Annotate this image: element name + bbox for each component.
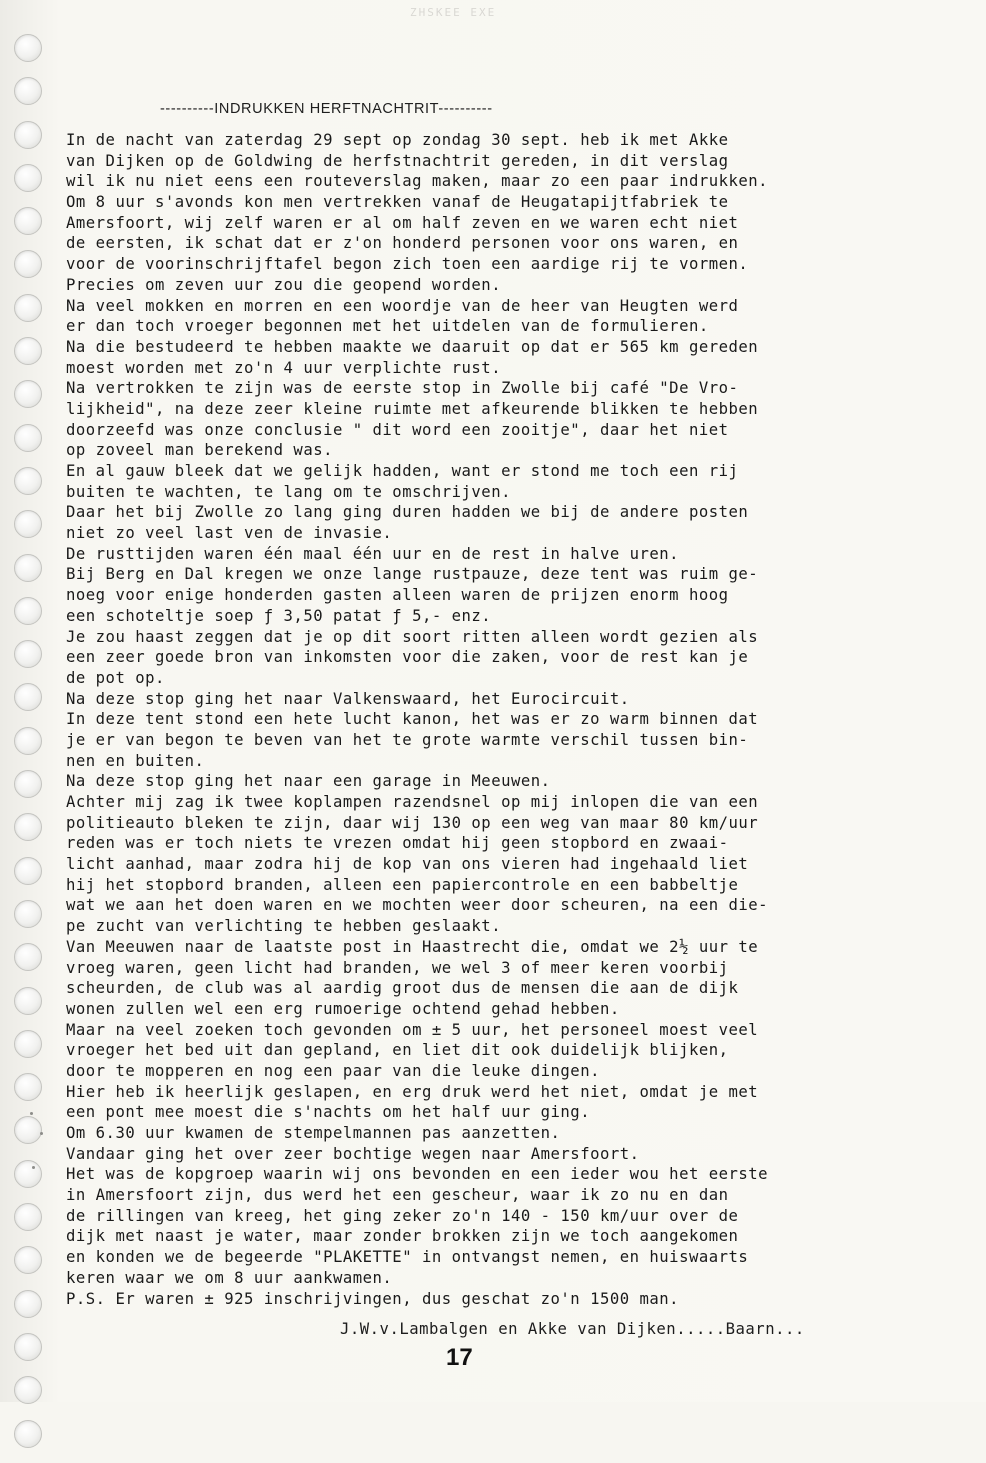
text-line: wat we aan het doen waren en we mochten weer door scheuren, na een die- bbox=[66, 896, 769, 915]
binder-hole bbox=[14, 1246, 42, 1274]
text-line: de rillingen van kreeg, het ging zeker zo'n 140 - 150 km/uur over de bbox=[66, 1206, 739, 1225]
text-line: Na die bestudeerd te hebben maakte we daaruit op dat er 565 km gereden bbox=[66, 337, 759, 356]
text-line: in Amersfoort zijn, dus werd het een gescheur, waar ik zo nu en dan bbox=[66, 1186, 729, 1205]
text-line: vroeg waren, geen licht had branden, we wel 3 of meer keren voorbij bbox=[66, 958, 729, 977]
text-line: Na vertrokken te zijn was de eerste stop in Zwolle bij café "De Vro- bbox=[66, 379, 739, 398]
text-line: pe zucht van verlichting te hebben geslaakt. bbox=[66, 917, 502, 936]
text-line: er dan toch vroeger begonnen met het uitdelen van de formulieren. bbox=[66, 317, 709, 336]
binder-hole bbox=[14, 77, 42, 105]
binder-hole bbox=[14, 380, 42, 408]
binder-hole bbox=[14, 337, 42, 365]
text-line: keren waar we om 8 uur aankwamen. bbox=[66, 1268, 393, 1287]
text-line: Je zou haast zeggen dat je op dit soort ritten alleen wordt gezien als bbox=[66, 627, 759, 646]
text-line: op zoveel man berekend was. bbox=[66, 441, 333, 460]
binder-hole bbox=[14, 640, 42, 668]
binder-hole bbox=[14, 1030, 42, 1058]
text-line: Na veel mokken en morren en een woordje van de heer van Heugten werd bbox=[66, 296, 739, 315]
text-line: P.S. Er waren ± 925 inschrijvingen, dus geschat zo'n 1500 man. bbox=[66, 1289, 680, 1308]
binder-hole bbox=[14, 1160, 42, 1188]
binder-hole bbox=[14, 164, 42, 192]
binder-hole bbox=[14, 727, 42, 755]
text-line: wil ik nu niet eens een routeverslag maken, maar zo een paar indrukken. bbox=[66, 172, 769, 191]
binder-hole bbox=[14, 294, 42, 322]
text-line: De rusttijden waren één maal één uur en de rest in halve uren. bbox=[66, 544, 680, 563]
binder-hole bbox=[14, 467, 42, 495]
binder-hole bbox=[14, 554, 42, 582]
text-line: een zeer goede bron van inkomsten voor die zaken, voor de rest kan je bbox=[66, 648, 749, 667]
binder-hole bbox=[14, 683, 42, 711]
text-line: een pont mee moest die s'nachts om het half uur ging. bbox=[66, 1103, 591, 1122]
text-line: voor de voorinschrijftafel begon zich toen een aardige rij te vormen. bbox=[66, 255, 749, 274]
bleed-through-header: ZHSKEE EXE bbox=[410, 6, 497, 19]
binder-hole bbox=[14, 1376, 42, 1404]
text-line: nen en buiten. bbox=[66, 751, 205, 770]
text-line: Achter mij zag ik twee koplampen razendsnel op mij inlopen die van een bbox=[66, 793, 759, 811]
speck-mark bbox=[32, 1166, 35, 1169]
text-line: doorzeefd was onze conclusie " dit word een zooitje", daar het niet bbox=[66, 420, 729, 439]
text-line: In deze tent stond een hete lucht kanon, het was er zo warm binnen dat bbox=[66, 710, 759, 729]
binder-hole bbox=[14, 1203, 42, 1231]
text-line: door te mopperen en nog een paar van die leuke dingen. bbox=[66, 1061, 600, 1080]
text-line: Hier heb ik heerlijk geslapen, en erg druk werd het niet, omdat je met bbox=[66, 1082, 759, 1101]
text-line: buiten te wachten, te lang om te omschrijven. bbox=[66, 482, 511, 501]
signature-line: J.W.v.Lambalgen en Akke van Dijken.....Baarn... bbox=[340, 1320, 805, 1338]
binder-holes bbox=[14, 34, 48, 1463]
text-line: Na deze stop ging het naar een garage in Meeuwen. bbox=[66, 772, 551, 791]
text-line: wonen zullen wel een erg rumoerige ochtend gehad hebben. bbox=[66, 999, 620, 1018]
binder-hole bbox=[14, 34, 42, 62]
text-line: Om 8 uur s'avonds kon men vertrekken vanaf de Heugatapijtfabriek te bbox=[66, 193, 729, 212]
text-line: Bij Berg en Dal kregen we onze lange rustpauze, deze tent was ruim ge- bbox=[66, 565, 759, 584]
text-line: moest worden met zo'n 4 uur verplichte rust. bbox=[66, 358, 502, 377]
text-line: Het was de kopgroep waarin wij ons bevonden en een ieder wou het eerste bbox=[66, 1165, 769, 1184]
binder-hole bbox=[14, 510, 42, 538]
binder-hole bbox=[14, 1073, 42, 1101]
text-line: licht aanhad, maar zodra hij de kop van ons vieren had ingehaald liet bbox=[66, 855, 749, 874]
binder-hole bbox=[14, 424, 42, 452]
text-line: En al gauw bleek dat we gelijk hadden, want er stond me toch een rij bbox=[66, 462, 739, 480]
binder-hole bbox=[14, 857, 42, 885]
text-line: Precies om zeven uur zou die geopend worden. bbox=[66, 275, 502, 294]
text-line: politieauto bleken te zijn, daar wij 130 op een weg van maar 80 km/uur bbox=[66, 813, 759, 832]
binder-hole bbox=[14, 770, 42, 798]
text-line: Vandaar ging het over zeer bochtige wegen naar Amersfoort. bbox=[66, 1144, 640, 1163]
text-line: In de nacht van zaterdag 29 sept op zondag 30 sept. heb ik met Akke bbox=[66, 131, 729, 149]
binder-hole bbox=[14, 1116, 42, 1144]
text-line: de eersten, ik schat dat er z'on honderd personen voor ons waren, en bbox=[66, 234, 739, 253]
text-line: hij het stopbord branden, alleen een papiercontrole en een babbeltje bbox=[66, 875, 739, 894]
page-number: 17 bbox=[446, 1344, 473, 1371]
text-line: scheurden, de club was al aardig groot dus de mensen die aan de dijk bbox=[66, 979, 739, 998]
text-line: je er van begon te beven van het te grote warmte verschil tussen bin- bbox=[66, 730, 749, 749]
binder-hole bbox=[14, 900, 42, 928]
text-line: reden was er toch niets te vrezen omdat hij geen stopbord en zwaai- bbox=[66, 834, 729, 853]
text-line: vroeger het bed uit dan gepland, en liet dit ook duidelijk blijken, bbox=[66, 1041, 729, 1060]
text-line: noeg voor enige honderden gasten alleen waren de prijzen enorm hoog bbox=[66, 586, 729, 605]
article-body bbox=[66, 130, 966, 1309]
binder-hole bbox=[14, 1290, 42, 1318]
text-line: dijk met naast je water, maar zonder brokken zijn we toch aangekomen bbox=[66, 1227, 739, 1246]
text-line: Maar na veel zoeken toch gevonden om ± 5 uur, het personeel moest veel bbox=[66, 1020, 759, 1039]
binder-hole bbox=[14, 1420, 42, 1448]
speck-mark bbox=[30, 1112, 33, 1115]
text-line: de pot op. bbox=[66, 668, 165, 687]
binder-hole bbox=[14, 813, 42, 841]
text-line: Na deze stop ging het naar Valkenswaard, het Eurocircuit. bbox=[66, 689, 630, 708]
binder-hole bbox=[14, 207, 42, 235]
text-line: van Dijken op de Goldwing de herfstnachtrit gereden, in dit verslag bbox=[66, 151, 729, 170]
text-line: Om 6.30 uur kwamen de stempelmannen pas aanzetten. bbox=[66, 1124, 561, 1142]
binder-hole bbox=[14, 987, 42, 1015]
text-line: Van Meeuwen naar de laatste post in Haastrecht die, omdat we 2½ uur te bbox=[66, 937, 759, 956]
text-line: Daar het bij Zwolle zo lang ging duren hadden we bij de andere posten bbox=[66, 503, 749, 522]
binder-hole bbox=[14, 1333, 42, 1361]
binder-hole bbox=[14, 250, 42, 278]
text-line: niet zo veel last ven de invasie. bbox=[66, 524, 393, 543]
speck-mark bbox=[40, 1132, 43, 1135]
binder-hole bbox=[14, 943, 42, 971]
text-line: Amersfoort, wij zelf waren er al om half zeven en we waren echt niet bbox=[66, 213, 739, 232]
text-line: een schoteltje soep ƒ 3,50 patat ƒ 5,- enz. bbox=[66, 606, 492, 625]
text-line: lijkheid", na deze zeer kleine ruimte met afkeurende blikken te hebben bbox=[66, 399, 759, 418]
binder-hole bbox=[14, 121, 42, 149]
article-title: ----------INDRUKKEN HERFTNACHTRIT---------- bbox=[160, 101, 493, 117]
text-line: en konden we de begeerde "PLAKETTE" in ontvangst nemen, en huiswaarts bbox=[66, 1248, 749, 1267]
binder-hole bbox=[14, 597, 42, 625]
